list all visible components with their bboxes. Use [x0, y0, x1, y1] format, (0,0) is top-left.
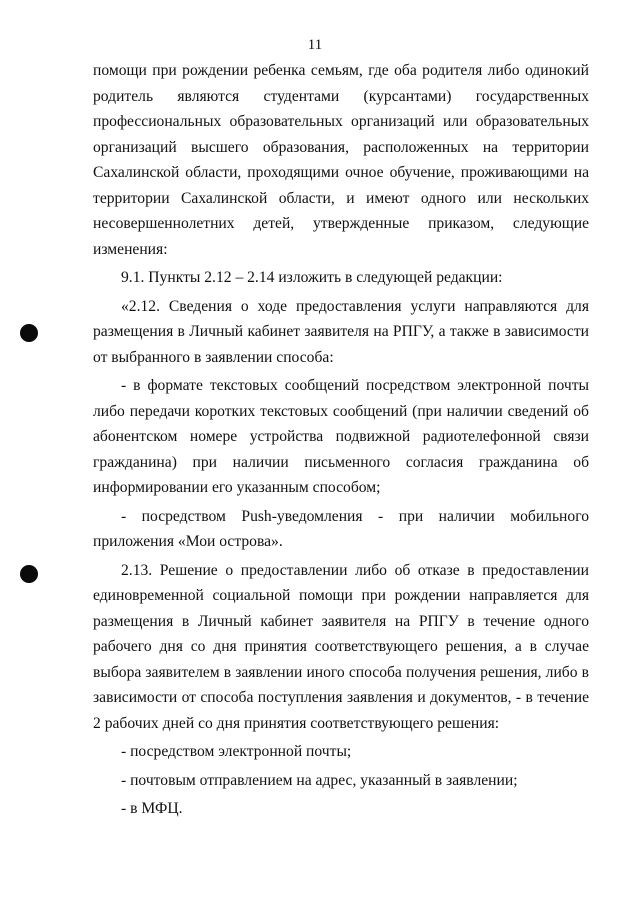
paragraph-9-1: 9.1. Пункты 2.12 – 2.14 изложить в следующей редакции:	[121, 269, 503, 286]
paragraph-2-12: «2.12. Сведения о ходе предоставления услуги направляются для размещения в Личный кабинет заявителя на РПГУ, а также в зависимости от выбранного в заявлении способа:	[93, 297, 589, 366]
document-body	[93, 58, 589, 822]
paragraph-continuation: помощи при рождении ребенка семьям, где оба родителя либо одинокий родитель являются студентами (курсантами) государственных профессиональных образовательных организаций или образовательных организаций высшего образования, расположенных на территории Сахалинской области, проходящими очное обучение, проживающими на территории Сахалинской области, и имеют одного или нескольких несовершеннолетних детей, утвержденные приказом, следующие изменения:	[93, 62, 589, 258]
page-number: 11	[307, 37, 323, 53]
hole-punch-bottom	[20, 565, 38, 583]
paragraph-2-13: 2.13. Решение о предоставлении либо об отказе в предоставлении единовременной социальной помощи при рождении направляется для размещения в Личный кабинет заявителя на РПГУ в течение одного рабочего дня со дня принятия соответствующего решения, а в случае выбора заявителем в заявлении иного способа получения решения, либо в зависимости от способа поступления заявления и документов, - в течение 2 рабочих дней со дня принятия соответствующего решения:	[93, 561, 589, 732]
paragraph-bullet-push: - посредством Push-уведомления - при наличии мобильного приложения «Мои острова».	[93, 507, 589, 550]
list-item-post: - почтовым отправлением на адрес, указанный в заявлении;	[121, 771, 518, 789]
list-item-mfc: - в МФЦ.	[121, 800, 183, 817]
paragraph-bullet-email: - в формате текстовых сообщений посредством электронной почты либо передачи коротких текстовых сообщений (при наличии сведений об абонентском номере устройства подвижной радиотелефонной связи гражданина) при наличии письменного согласия гражданина об информировании его указанным способом;	[93, 377, 589, 496]
list-item-email: - посредством электронной почты;	[121, 743, 352, 760]
hole-punch-top	[20, 324, 38, 342]
